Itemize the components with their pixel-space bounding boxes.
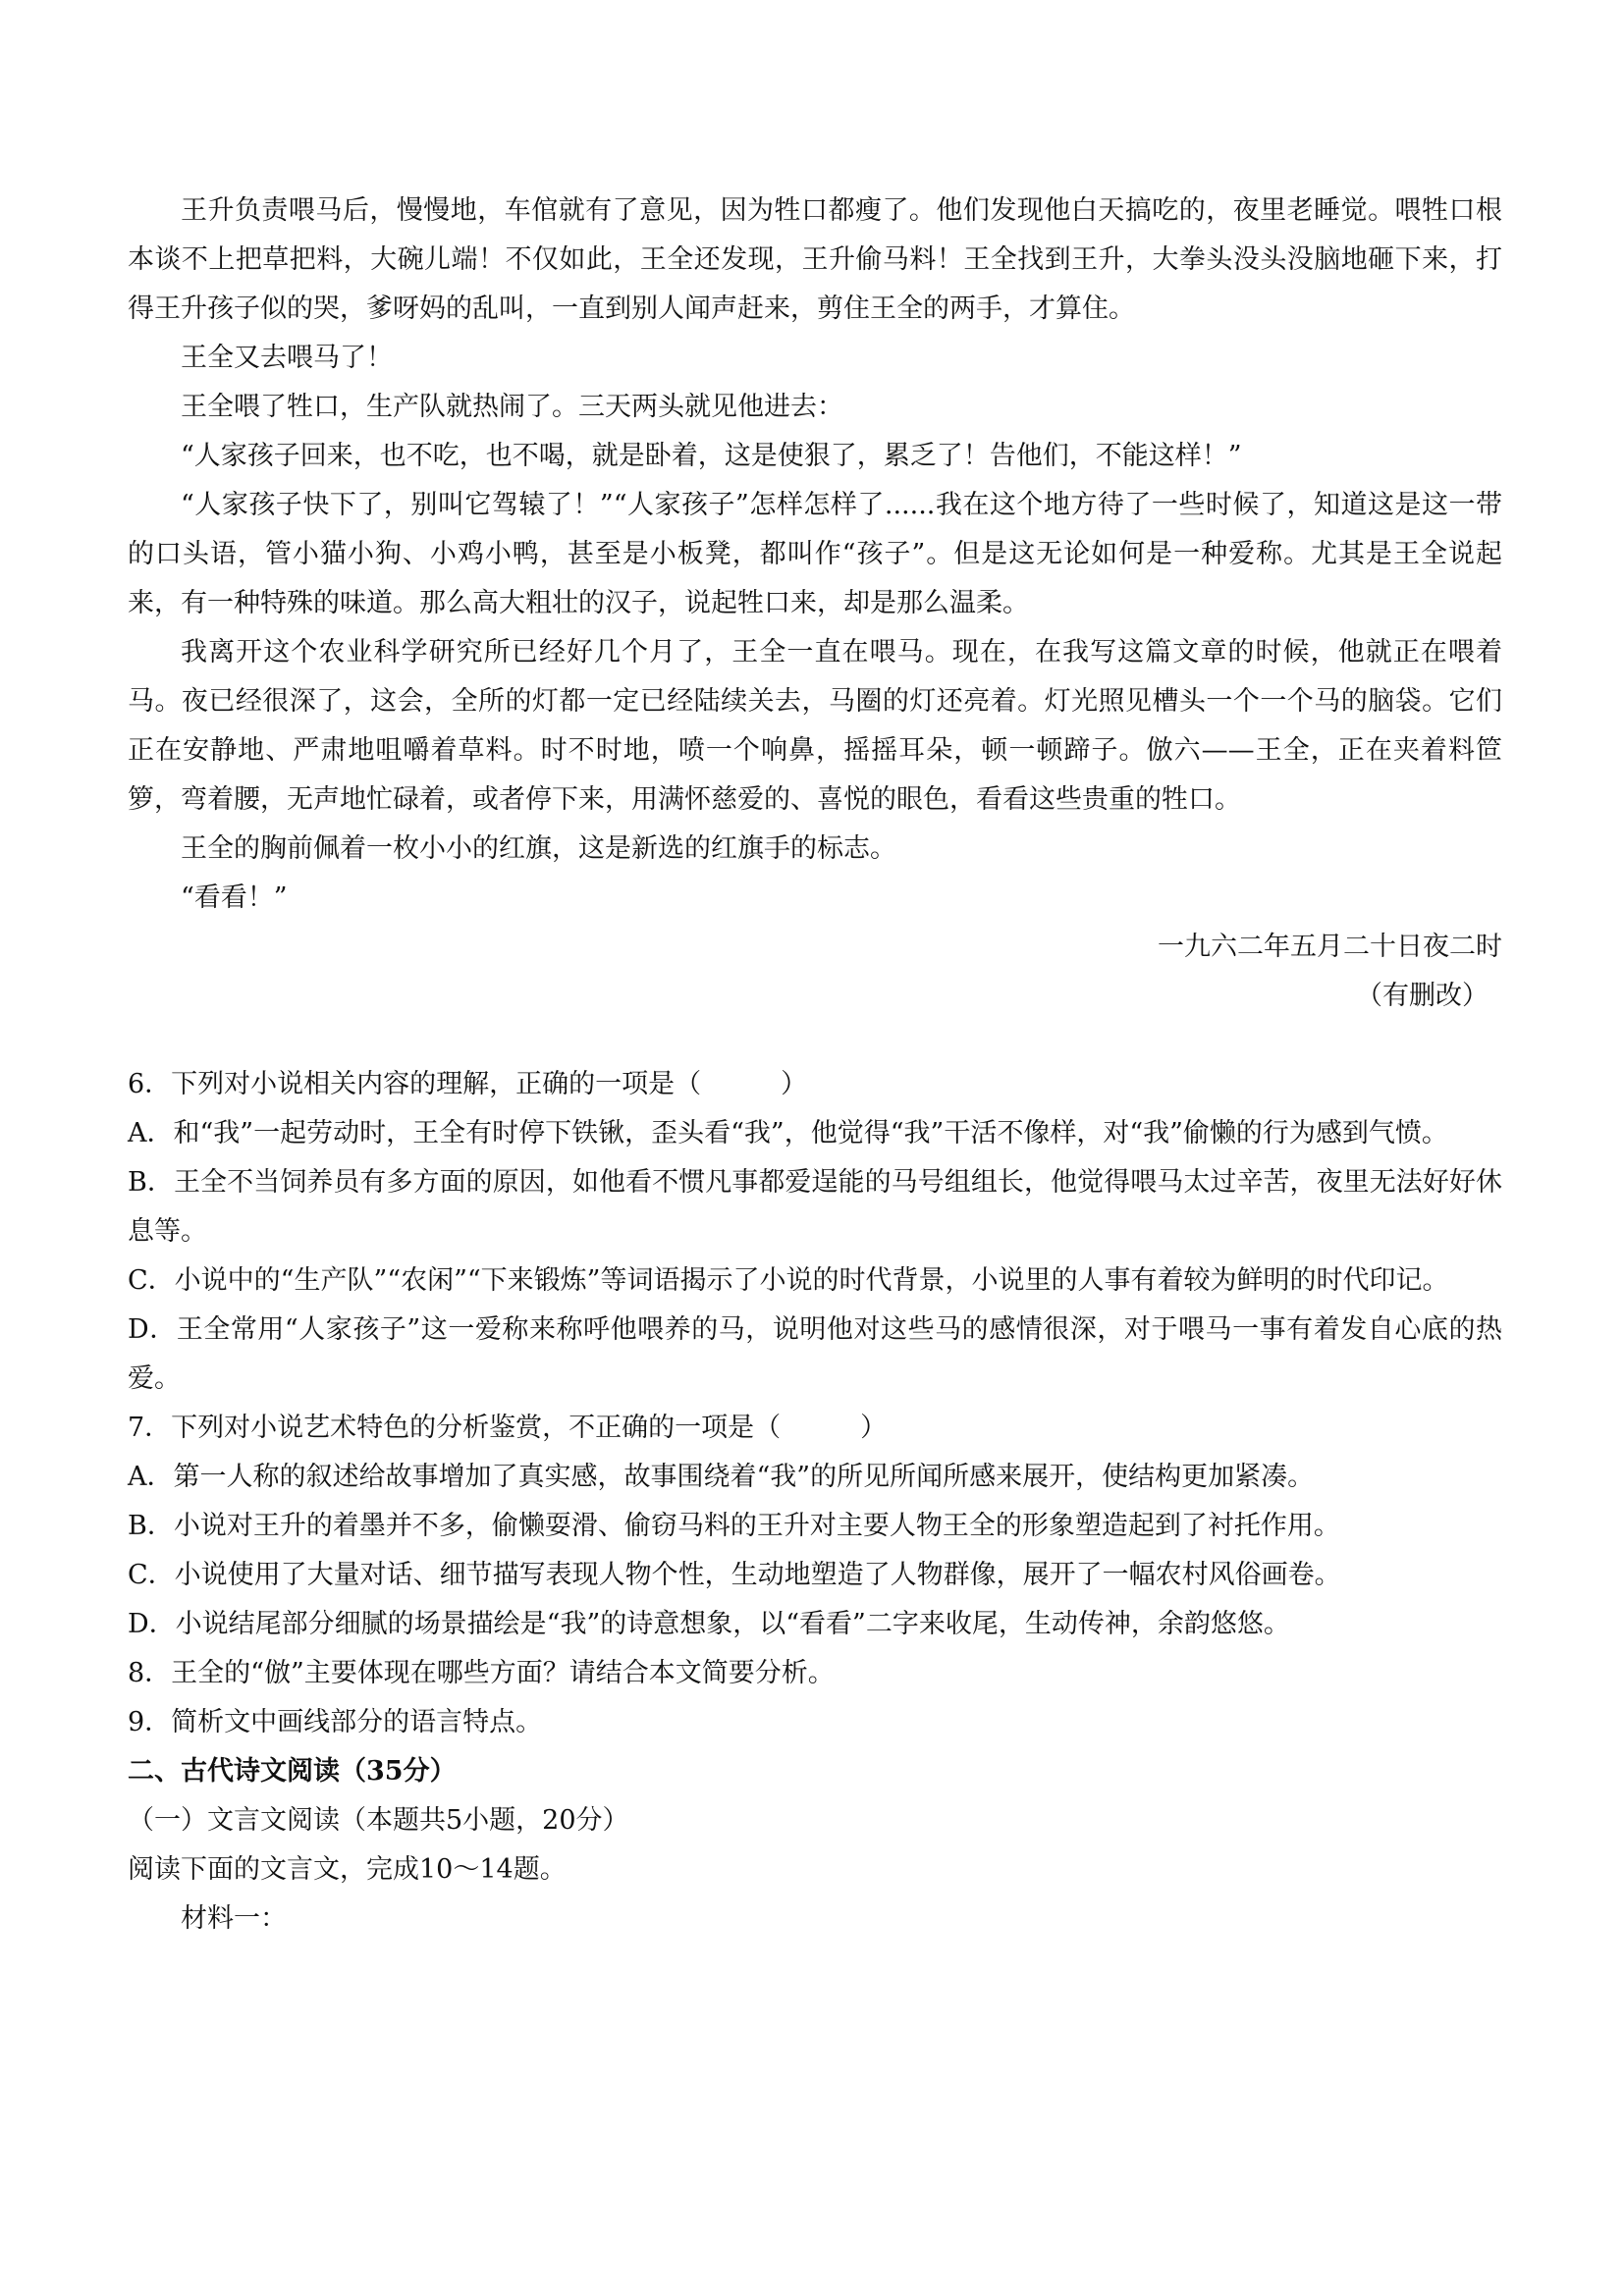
- question-6-option-c: C．小说中的“生产队”“农闲”“下来锻炼”等词语揭示了小说的时代背景，小说里的人事有着较为鲜明的时代印记。: [128, 1265, 1449, 1296]
- question-7-stem: 7．下列对小说艺术特色的分析鉴赏，不正确的一项是（ ）: [128, 1413, 888, 1443]
- passage-paragraph: 我离开这个农业科学研究所已经好几个月了，王全一直在喂马。现在，在我写这篇文章的时候，他就正在喂着马。夜已经很深了，这会，全所的灯都一定已经陆续关去，马圈的灯还亮着。灯光照见槽头一个一个马的脑袋。它们正在安静地、严肃地咀嚼着草料。时不时地，喷一个响鼻，摇摇耳朵，顿一顿蹄子。倣六——王全，正在夹着料笸箩，弯着腰，无声地忙碌着，或者停下来，用满怀慈爱的、喜悦的眼色，看看这些贵重的牲口。: [128, 637, 1502, 815]
- passage-paragraph: 王全喂了牲口，生产队就热闹了。三天两头就见他进去：: [181, 392, 843, 422]
- question-6-option-d: D．王全常用“人家孩子”这一爱称来称呼他喂养的马，说明他对这些马的感情很深，对于喂马一事有着发自心底的热爱。: [128, 1314, 1502, 1394]
- passage-paragraph: “人家孩子快下了，别叫它驾辕了！”“人家孩子”怎样怎样了......我在这个地方待了一些时候了，知道这是这一带的口头语，管小猫小狗、小鸡小鸭，甚至是小板凳，都叫作“孩子”。但是这无论如何是一种爱称。尤其是王全说起来，有一种特殊的味道。那么高大粗壮的汉子，说起牲口来，却是那么温柔。: [128, 490, 1502, 618]
- question-7-option-d: D．小说结尾部分细腻的场景描绘是“我”的诗意想象，以“看看”二字来收尾，生动传神，余韵悠悠。: [128, 1609, 1290, 1639]
- question-6-stem: 6．下列对小说相关内容的理解，正确的一项是（ ）: [128, 1069, 808, 1099]
- passage-paragraph: “看看！”: [181, 882, 288, 913]
- passage-paragraph: 王全又去喂马了！: [181, 343, 393, 373]
- question-7-option-a: A．第一人称的叙述给故事增加了真实感，故事围绕着“我”的所见所闻所感来展开，使结构更加紧凑。: [128, 1462, 1315, 1492]
- passage-date: 一九六二年五月二十日夜二时: [1158, 932, 1502, 962]
- reading-instruction: 阅读下面的文言文，完成10～14题。: [128, 1854, 567, 1885]
- subsection-heading: （一）文言文阅读（本题共5小题，20分）: [128, 1805, 629, 1836]
- material-label: 材料一：: [181, 1903, 287, 1934]
- passage-edit-note: （有删改）: [1356, 981, 1489, 1011]
- question-6-option-a: A．和“我”一起劳动时，王全有时停下铁锹，歪头看“我”，他觉得“我”干活不像样，对“我”偷懒的行为感到气愤。: [128, 1118, 1448, 1148]
- passage-paragraph: 王升负责喂马后，慢慢地，车倌就有了意见，因为牲口都瘦了。他们发现他白天搞吃的，夜里老睡觉。喂牲口根本谈不上把草把料，大碗儿端！不仅如此，王全还发现，王升偷马料！王全找到王升，大拳头没头没脑地砸下来，打得王升孩子似的哭，爹呀妈的乱叫，一直到别人闻声赶来，剪住王全的两手，才算住。: [128, 195, 1502, 324]
- exam-page: [128, 187, 1502, 1944]
- question-7-option-b: B．小说对王升的着墨并不多，偷懒耍滑、偷窃马料的王升对主要人物王全的形象塑造起到了衬托作用。: [128, 1511, 1340, 1541]
- question-7-option-c: C．小说使用了大量对话、细节描写表现人物个性，生动地塑造了人物群像，展开了一幅农村风俗画卷。: [128, 1560, 1341, 1590]
- question-6-option-b: B．王全不当饲养员有多方面的原因，如他看不惯凡事都爱逞能的马号组组长，他觉得喂马太过辛苦，夜里无法好好休息等。: [128, 1167, 1502, 1247]
- section-gap: [128, 1021, 1502, 1060]
- passage-paragraph: “人家孩子回来，也不吃，也不喝，就是卧着，这是使狠了，累乏了！告他们，不能这样！”: [181, 441, 1242, 471]
- question-9: 9．简析文中画线部分的语言特点。: [128, 1707, 543, 1737]
- section-heading: 二、古代诗文阅读（35分）: [128, 1756, 457, 1787]
- question-8: 8．王全的“倣”主要体现在哪些方面？请结合本文简要分析。: [128, 1658, 835, 1688]
- passage-paragraph: 王全的胸前佩着一枚小小的红旗，这是新选的红旗手的标志。: [181, 833, 896, 864]
